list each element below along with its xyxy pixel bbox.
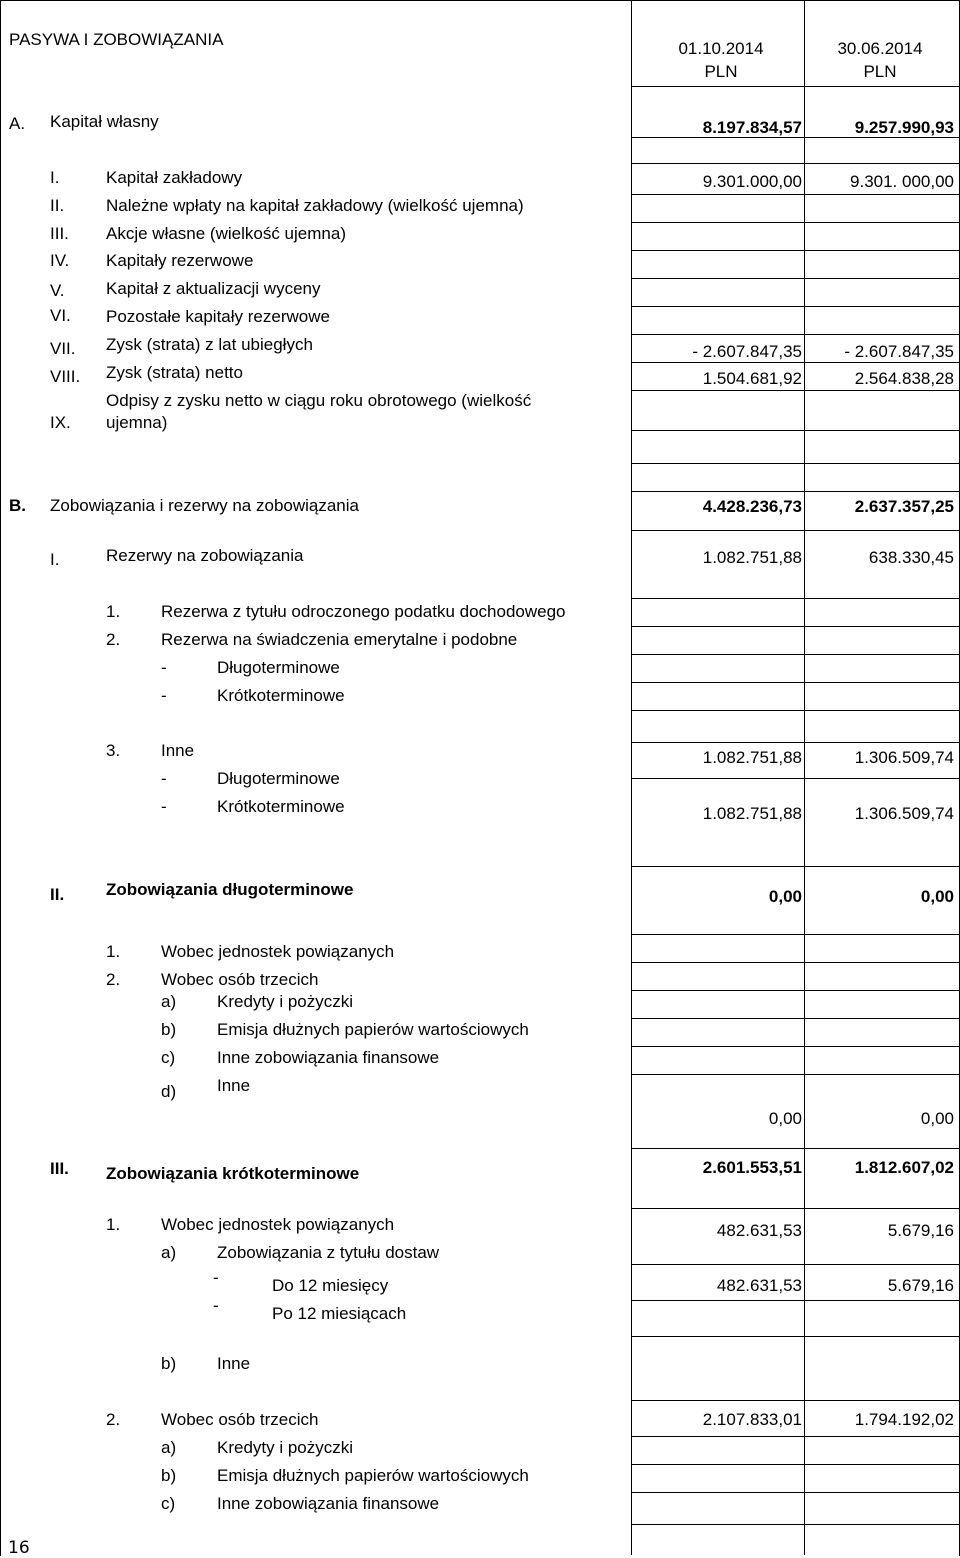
list-item-letter: a): [161, 992, 177, 1011]
equity-item-number: II.: [50, 196, 65, 215]
section-b-value-1: 4.428.236,73: [702, 497, 802, 516]
row-divider: [631, 866, 960, 867]
list-item-value-1: 2.107.833,01: [702, 1410, 802, 1429]
row-divider: [631, 306, 960, 307]
row-divider: [631, 1436, 960, 1437]
list-item-value-2: 1.306.509,74: [854, 748, 954, 767]
list-item-label: Krótkoterminowe: [217, 686, 345, 705]
row-divider: [631, 990, 960, 991]
list-item-number: 3.: [106, 741, 121, 760]
equity-item-number: IV.: [50, 251, 70, 270]
row-divider: [631, 1464, 960, 1465]
list-item-label: Emisja dłużnych papierów wartościowych: [217, 1020, 529, 1039]
row-divider: [631, 390, 960, 391]
equity-item-label: Kapitał zakładowy: [106, 168, 243, 187]
list-item-letter: d): [161, 1082, 177, 1101]
row-divider: [631, 1400, 960, 1401]
subsection-b2-number: II.: [50, 885, 65, 904]
page-title: PASYWA I ZOBOWIĄZANIA: [9, 30, 224, 49]
list-item-label: Długoterminowe: [217, 769, 340, 788]
list-item-letter: b): [161, 1354, 177, 1373]
list-item-value-2: 1.794.192,02: [854, 1410, 954, 1429]
section-b-label: Zobowiązania i rezerwy na zobowiązania: [50, 496, 359, 515]
section-b-number: B.: [9, 496, 26, 515]
list-item-label: Wobec jednostek powiązanych: [161, 942, 395, 961]
equity-item-label: Należne wpłaty na kapitał zakładowy (wielkość ujemna): [106, 196, 524, 215]
equity-item-value-1: 9.301.000,00: [702, 172, 802, 191]
equity-item-number: I.: [50, 168, 60, 187]
row-divider: [631, 778, 960, 779]
list-item-value-2: 5.679,16: [887, 1221, 954, 1240]
equity-item-label-continued: ujemna): [106, 413, 168, 432]
list-item-value-1: 1.082.751,88: [702, 804, 802, 823]
subsection-b2-value-1: 0,00: [768, 887, 802, 906]
section-a-value-1: 8.197.834,57: [702, 118, 802, 137]
row-divider: [631, 1148, 960, 1149]
section-a-number: A.: [9, 114, 26, 133]
equity-item-value-2: 2.564.838,28: [854, 369, 954, 388]
list-item-value-1: 482.631,53: [716, 1221, 802, 1240]
list-item-dash: -: [213, 1268, 219, 1287]
list-item-label: Inne: [217, 1354, 251, 1373]
list-item-label: Po 12 miesiącach: [272, 1304, 407, 1323]
equity-item-number: VI.: [50, 306, 71, 325]
list-item-label: Inne zobowiązania finansowe: [217, 1494, 440, 1513]
list-item-label: Emisja dłużnych papierów wartościowych: [217, 1466, 529, 1485]
list-item-letter: b): [161, 1020, 177, 1039]
equity-item-label: Odpisy z zysku netto w ciągu roku obrotowego (wielkość: [106, 391, 532, 410]
list-item-label: Wobec osób trzecich: [161, 970, 319, 989]
equity-item-value-2: 9.301. 000,00: [850, 172, 954, 191]
subsection-b2-label: Zobowiązania długoterminowe: [106, 880, 354, 899]
row-divider: [631, 530, 960, 531]
row-divider: [631, 654, 960, 655]
row-divider: [631, 1524, 960, 1525]
row-divider: [631, 278, 960, 279]
equity-item-label: Zysk (strata) netto: [106, 363, 243, 382]
list-item-number: 2.: [106, 630, 121, 649]
equity-item-number: V.: [50, 281, 65, 300]
row-divider: [631, 962, 960, 963]
subsection-b1-value-1: 1.082.751,88: [702, 548, 802, 567]
list-item-letter: a): [161, 1438, 177, 1457]
list-item-label: Inne zobowiązania finansowe: [217, 1048, 440, 1067]
section-a-label: Kapitał własny: [50, 112, 159, 131]
subsection-b3-number: III.: [50, 1159, 69, 1178]
row-divider: [631, 194, 960, 195]
subsection-b3-value-1: 2.601.553,51: [702, 1158, 802, 1177]
list-item-label: Kredyty i pożyczki: [217, 1438, 354, 1457]
row-divider: [631, 1336, 960, 1337]
subsection-b3-value-2: 1.812.607,02: [854, 1158, 954, 1177]
list-item-letter: a): [161, 1243, 177, 1262]
list-item-label: Długoterminowe: [217, 658, 340, 677]
subsection-b2-value-2: 0,00: [920, 887, 954, 906]
list-item-number: 1.: [106, 942, 121, 961]
list-item-label: Zobowiązania z tytułu dostaw: [217, 1243, 440, 1262]
list-item-label: Inne: [161, 741, 195, 760]
list-item-value-2: 0,00: [920, 1109, 954, 1128]
equity-item-label: Akcje własne (wielkość ujemna): [106, 224, 346, 243]
column-header-unit-1: PLN: [704, 62, 738, 81]
column-header-date-1: 01.10.2014: [678, 39, 764, 58]
equity-item-value-2: - 2.607.847,35: [844, 342, 954, 361]
list-item-label: Do 12 miesięcy: [272, 1276, 389, 1295]
row-divider: [631, 1300, 960, 1301]
list-item-label: Kredyty i pożyczki: [217, 992, 354, 1011]
equity-item-label: Pozostałe kapitały rezerwowe: [106, 307, 330, 326]
row-divider: [631, 742, 960, 743]
row-divider: [631, 1074, 960, 1075]
row-divider: [631, 1208, 960, 1209]
row-divider: [631, 934, 960, 935]
list-item-value-1: 0,00: [768, 1109, 802, 1128]
column-header-date-2: 30.06.2014: [837, 39, 923, 58]
list-item-letter: c): [161, 1494, 176, 1513]
column-header-unit-2: PLN: [863, 62, 897, 81]
row-divider: [631, 163, 960, 164]
list-item-dash: -: [161, 686, 167, 705]
equity-item-label: Kapitały rezerwowe: [106, 251, 254, 270]
list-item-label: Wobec osób trzecich: [161, 1410, 319, 1429]
equity-item-value-1: 1.504.681,92: [702, 369, 802, 388]
row-divider: [631, 362, 960, 363]
list-item-letter: b): [161, 1466, 177, 1485]
equity-item-number: IX.: [50, 413, 71, 432]
list-item-dash: -: [213, 1296, 219, 1315]
equity-item-number: VIII.: [50, 367, 81, 386]
list-item-dash: -: [161, 797, 167, 816]
row-divider: [631, 626, 960, 627]
row-divider: [631, 1046, 960, 1047]
row-divider: [631, 1264, 960, 1265]
section-a-value-2: 9.257.990,93: [854, 118, 954, 137]
list-item-value-1: 482.631,53: [716, 1276, 802, 1295]
list-item-dash: -: [161, 658, 167, 677]
row-divider: [631, 491, 960, 492]
row-divider: [631, 710, 960, 711]
list-item-number: 1.: [106, 1215, 121, 1234]
row-divider: [631, 1018, 960, 1019]
list-item-value-2: 1.306.509,74: [854, 804, 954, 823]
row-divider: [631, 682, 960, 683]
list-item-label: Rezerwa z tytułu odroczonego podatku dochodowego: [161, 602, 566, 621]
subsection-b1-label: Rezerwy na zobowiązania: [106, 546, 304, 565]
equity-item-number: VII.: [50, 339, 76, 358]
equity-item-value-1: - 2.607.847,35: [692, 342, 802, 361]
row-divider: [631, 463, 960, 464]
equity-item-label: Zysk (strata) z lat ubiegłych: [106, 335, 313, 354]
subsection-b1-value-2: 638.330,45: [868, 548, 954, 567]
list-item-value-1: 1.082.751,88: [702, 748, 802, 767]
subsection-b3-label: Zobowiązania krótkoterminowe: [106, 1164, 360, 1183]
list-item-number: 2.: [106, 970, 121, 989]
list-item-label: Krótkoterminowe: [217, 797, 345, 816]
list-item-label: Inne: [217, 1076, 251, 1095]
list-item-letter: c): [161, 1048, 176, 1067]
equity-item-label: Kapitał z aktualizacji wyceny: [106, 279, 321, 298]
list-item-number: 2.: [106, 1410, 121, 1429]
row-divider: [631, 86, 960, 87]
row-divider: [631, 598, 960, 599]
equity-item-number: III.: [50, 224, 69, 243]
list-item-dash: -: [161, 769, 167, 788]
page-number: 16: [8, 1538, 30, 1558]
list-item-label: Wobec jednostek powiązanych: [161, 1215, 395, 1234]
list-item-label: Rezerwa na świadczenia emerytalne i podobne: [161, 630, 518, 649]
row-divider: [631, 1492, 960, 1493]
row-divider: [631, 222, 960, 223]
subsection-b1-number: I.: [50, 550, 60, 569]
row-divider: [631, 430, 960, 431]
section-b-value-2: 2.637.357,25: [854, 497, 954, 516]
row-divider: [631, 334, 960, 335]
list-item-value-2: 5.679,16: [887, 1276, 954, 1295]
list-item-number: 1.: [106, 602, 121, 621]
row-divider: [631, 250, 960, 251]
